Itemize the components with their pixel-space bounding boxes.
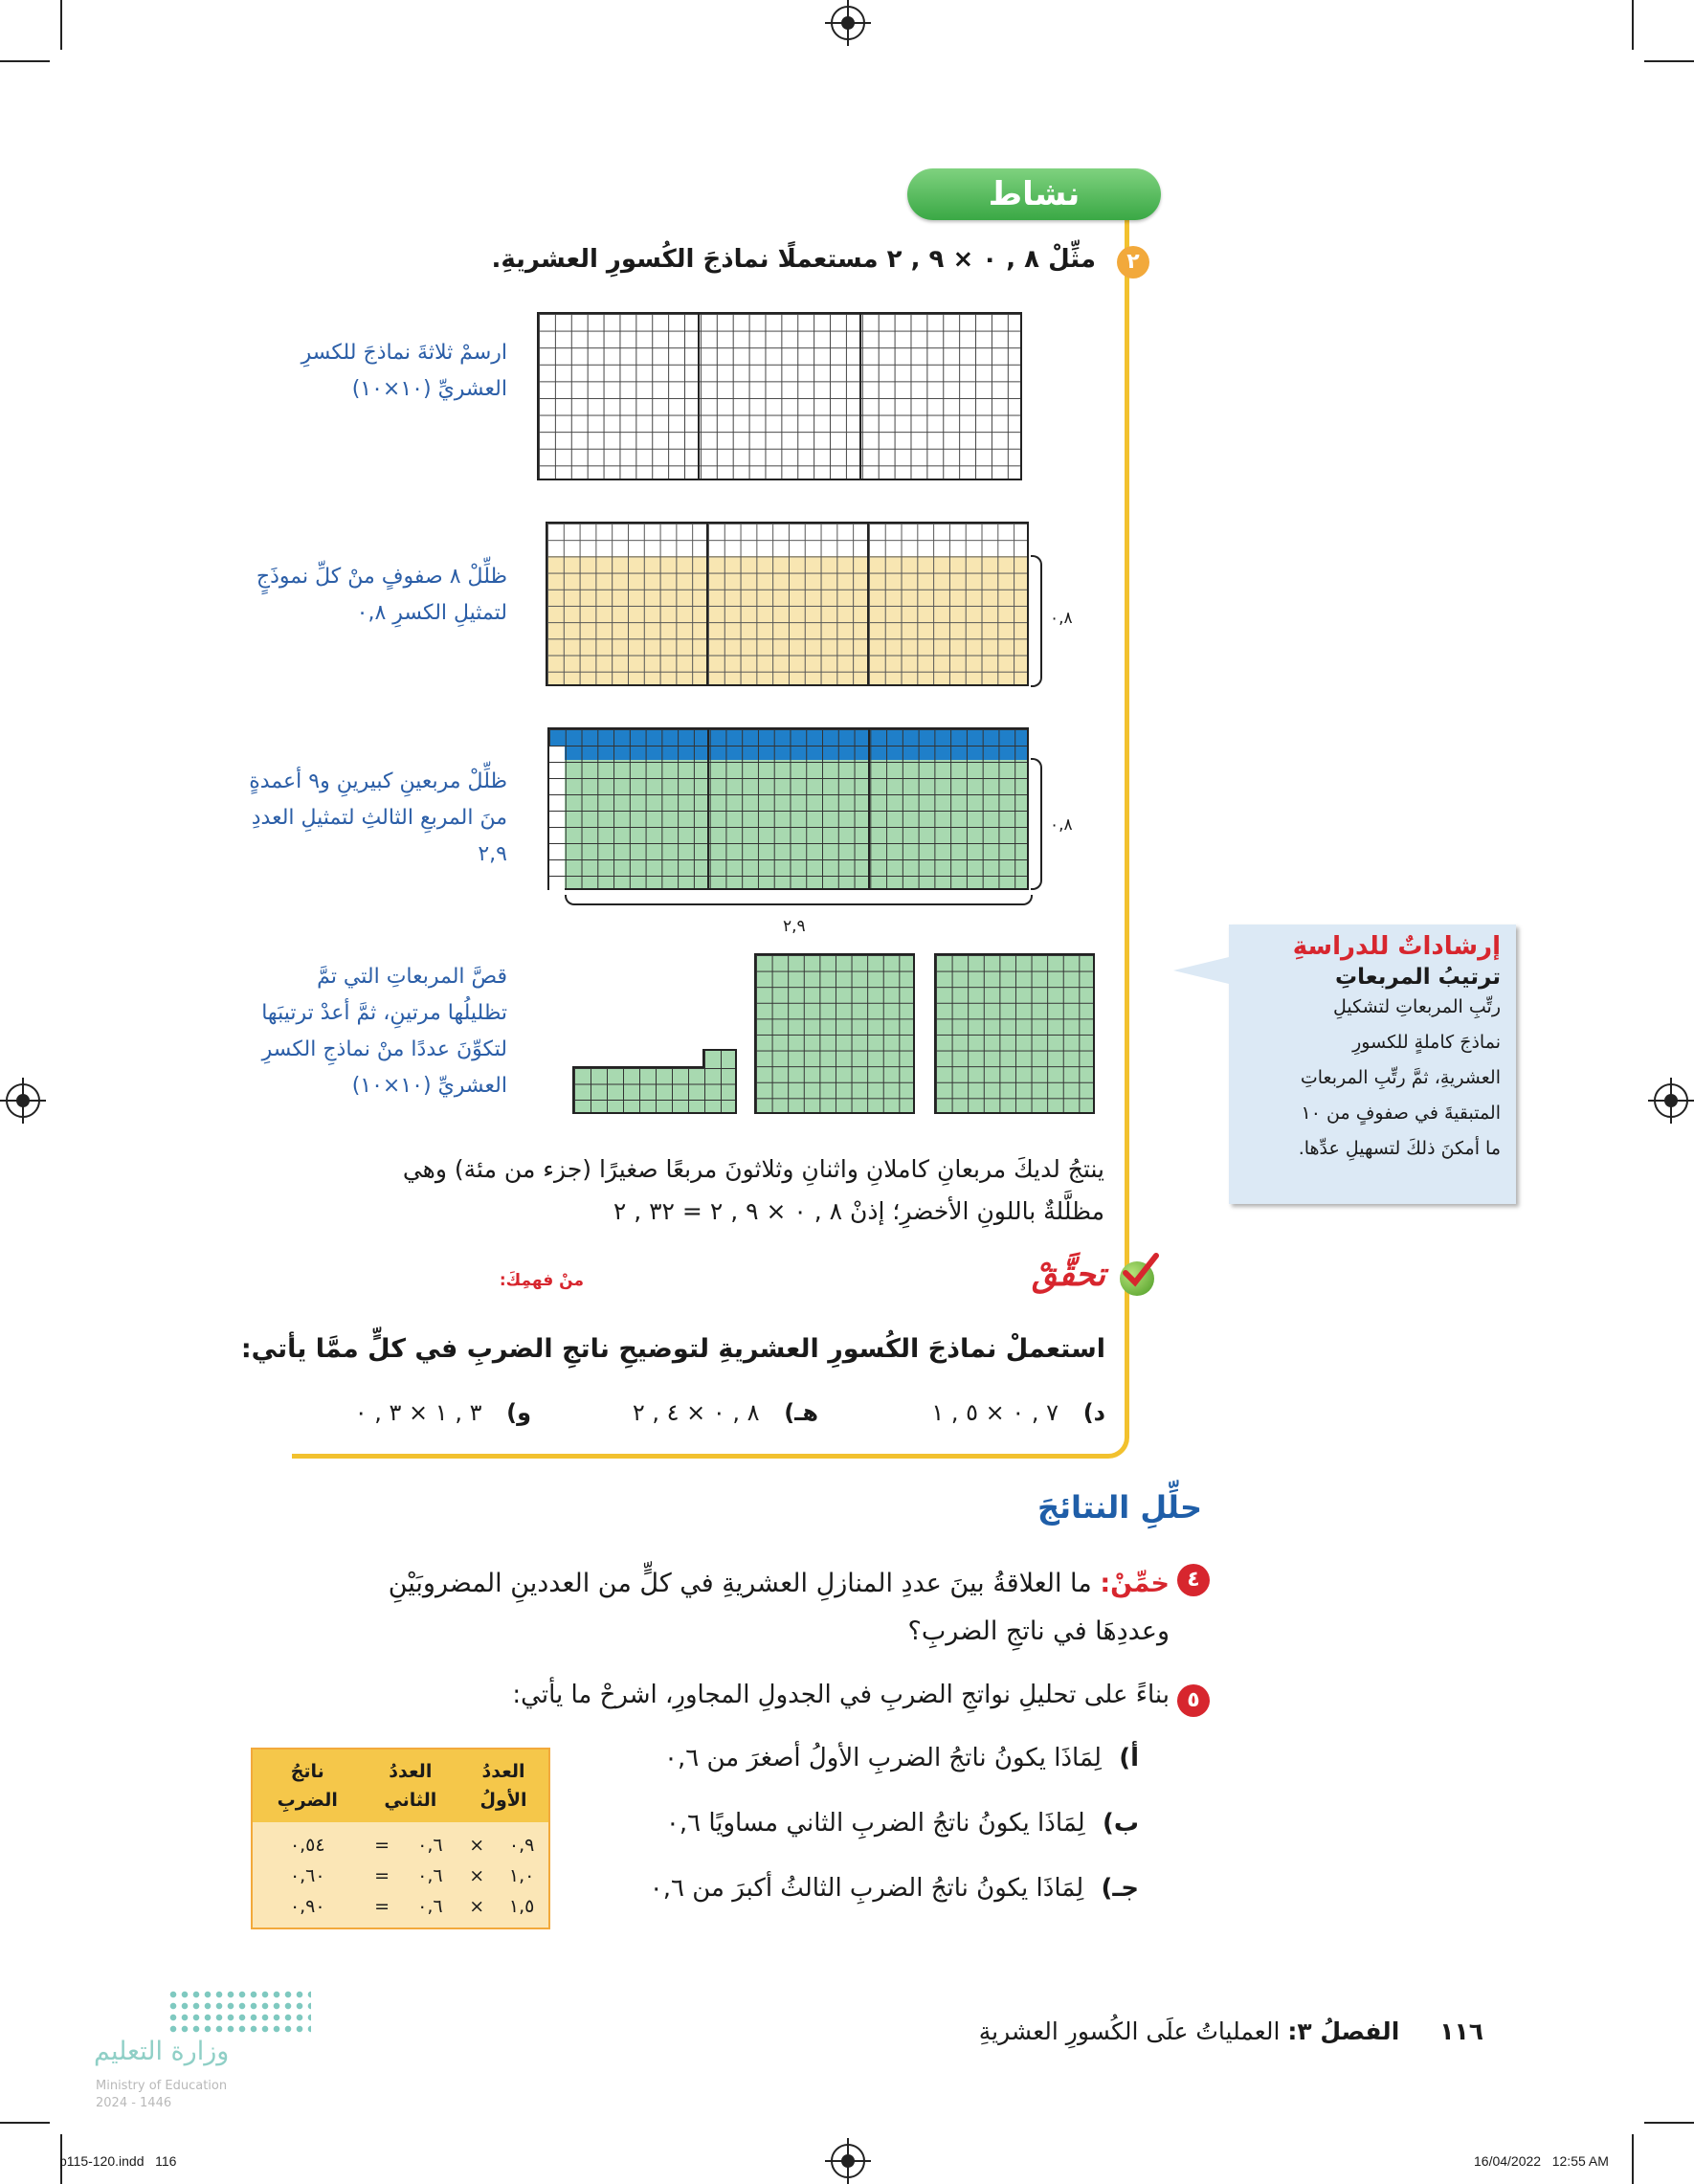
instruction-shade-rows	[256, 559, 507, 632]
crop-mark	[1644, 2122, 1694, 2124]
products-table	[251, 1748, 550, 1929]
unshaded-strip	[549, 746, 565, 890]
table-cell: ×	[458, 1822, 495, 1861]
instruction-line: لتكوِّنَ عددًا منْ نماذجِ الكسرِ	[261, 1037, 507, 1061]
instruction-cut-squares	[261, 959, 507, 1104]
table-cell: =	[363, 1891, 402, 1928]
table-cell: ×	[458, 1861, 495, 1891]
sidebar-pointer	[1173, 957, 1229, 984]
instruction-line: ظلِّلْ ٨ صفوفٍ منْ كلِّ نموذَجٍ	[256, 565, 507, 589]
ministry-name-ar: وزارة التعليم	[94, 2037, 230, 2066]
table-cell: =	[363, 1822, 402, 1861]
leftover-hundredths-extra	[702, 1049, 737, 1068]
sidebar-title: إرشاداتٌ للدراسةِ	[1292, 932, 1501, 961]
result-line-1: ينتجُ لديكَ مربعانِ كاملانِ واثنانِ وثلاثونَ مربعًا صغيرًا (جزء من مئة) وهي	[402, 1155, 1104, 1183]
table-cell: =	[363, 1861, 402, 1891]
ministry-year: 2024 - 1446	[96, 2096, 172, 2110]
table-cell: ٠,٦	[402, 1891, 458, 1928]
instruction-line: العشريِّ (١٠×١٠)	[351, 377, 507, 401]
question-5-item-a	[664, 1744, 1139, 1772]
result-paragraph	[403, 1148, 1104, 1233]
table-cell: ١,٠	[495, 1861, 549, 1891]
item-expression: ٨ , ٠ × ٤ , ٢	[632, 1399, 760, 1426]
registration-mark-icon	[831, 2144, 865, 2178]
instruction-line: ظلِّلْ مربعينِ كبيرينِ و٩ أعمدةٍ	[249, 769, 507, 793]
crop-mark	[0, 2122, 50, 2124]
item-letter: هـ)	[784, 1399, 818, 1426]
chapter-label: الفصلُ ٣:	[1287, 2017, 1400, 2045]
check-title: تحقَّقْ	[1032, 1256, 1105, 1294]
crop-mark	[60, 0, 62, 50]
brace-label-29: ٢,٩	[783, 917, 806, 936]
table-cell: ٠,٥٤	[252, 1822, 363, 1861]
check-item-h	[633, 1399, 818, 1426]
registration-mark-icon	[831, 6, 865, 40]
activity-tab	[907, 168, 1161, 220]
table-cell: ٠,٦٠	[252, 1861, 363, 1891]
item-text: لِمَاذَا يكونُ ناتجُ الضربِ الثاني مساويًا ٠,٦	[665, 1809, 1085, 1838]
registration-mark-icon	[6, 1083, 40, 1118]
ministry-name-en: Ministry of Education	[96, 2079, 228, 2093]
decimal-model-grid-29	[547, 727, 1029, 890]
table-row	[252, 1861, 549, 1891]
instruction-line: منَ المربعِ الثالثِ لتمثيلِ العددِ	[251, 806, 507, 830]
table-cell: ١,٥	[495, 1891, 549, 1928]
item-letter: و)	[506, 1399, 531, 1426]
table-cell: ×	[458, 1891, 495, 1928]
header-product: ناتجُ الضربِ	[252, 1749, 363, 1822]
leftover-hundredths-rows	[572, 1066, 737, 1114]
table-cell: ٠,٩٠	[252, 1891, 363, 1928]
item-letter: د)	[1082, 1399, 1105, 1426]
step-2-text: مثِّلْ ٨ , ٠ × ٩ , ٢ مستعملًا نماذجَ الكُسورِ العشريةِ.	[491, 245, 1096, 274]
chapter-title: العملياتُ علَى الكُسورِ العشريةِ	[978, 2017, 1281, 2045]
instruction-line: ٢,٩	[478, 842, 507, 866]
brace-08-right	[1031, 758, 1042, 890]
footer-chapter	[979, 2017, 1483, 2045]
grid-divider	[859, 312, 861, 480]
rearranged-square	[934, 953, 1095, 1114]
item-letter: أ)	[1119, 1744, 1139, 1772]
brace-label-08: ٠,٨	[1050, 815, 1073, 835]
instruction-draw-models	[301, 335, 507, 408]
check-prompt: استعملْ نماذجَ الكُسورِ العشريةِ لتوضيحِ ناتجِ الضربِ في كلٍّ ممَّا يأتي:	[240, 1334, 1105, 1364]
sidebar-line: نماذجَ كاملةٍ للكسورِ	[1352, 1032, 1501, 1053]
decimal-model-grid-empty	[537, 312, 1022, 480]
table-cell: ٠,٦	[402, 1861, 458, 1891]
study-tips-sidebar	[1229, 925, 1516, 1204]
table-row	[252, 1822, 549, 1861]
brace-label-08: ٠,٨	[1050, 609, 1073, 628]
header-second-number: العددُ الثاني	[363, 1749, 459, 1822]
grid-lines	[549, 729, 1027, 888]
grid-divider	[706, 522, 708, 686]
check-mark-icon	[1120, 1261, 1154, 1296]
grid-divider	[707, 727, 709, 890]
page-number: ١١٦	[1439, 2017, 1483, 2045]
activity-title: نشاط	[988, 175, 1081, 213]
question-5-badge: ٥	[1177, 1684, 1210, 1717]
crop-mark	[0, 60, 50, 62]
check-item-d	[931, 1399, 1105, 1426]
question-4-badge: ٤	[1177, 1564, 1210, 1596]
slug-left: p115-120.indd 116	[59, 2153, 177, 2169]
question-4-line-1: ما العلاقةُ بينَ عددِ المنازلِ العشريةِ في كلٍّ من العددينِ المضروبَيْنِ	[388, 1569, 1092, 1598]
question-4-text	[389, 1560, 1170, 1656]
item-expression: ٣ , ١ × ٣ , ٠	[354, 1399, 482, 1426]
analyze-title: حلِّلِ النتائجَ	[1036, 1489, 1202, 1526]
registration-mark-icon	[1654, 1083, 1688, 1118]
brace-29-bottom	[565, 895, 1033, 905]
ministry-logo	[167, 1989, 311, 2037]
instruction-line: لتمثيلِ الكسرِ ٠,٨	[356, 601, 507, 625]
result-line-2: مظلَّلةٌ باللونِ الأخضرِ؛ إذنْ ٨ , ٠ × ٩ , ٢ = ٣٢ , ٢	[613, 1197, 1104, 1225]
grid-divider	[868, 727, 870, 890]
table-row	[252, 1891, 549, 1928]
instruction-line: العشريِّ (١٠×١٠)	[351, 1074, 507, 1098]
question-5-item-c	[650, 1874, 1139, 1903]
instruction-shade-squares	[249, 764, 507, 873]
item-text: لِمَاذَا يكونُ ناتجُ الضربِ الأولُ أصغرَ من ٠,٦	[663, 1744, 1102, 1772]
table-cell: ٠,٦	[402, 1822, 458, 1861]
slug-right: 16/04/2022 12:55 AM	[1474, 2153, 1609, 2169]
check-item-w	[355, 1399, 531, 1426]
sidebar-line: المتبقيةَ في صفوفٍ من ١٠	[1301, 1103, 1501, 1124]
item-letter: جـ)	[1101, 1874, 1139, 1903]
grid-divider	[698, 312, 700, 480]
sidebar-line: رتِّبِ المربعاتِ لتشكيلِ	[1333, 996, 1501, 1017]
header-first-number: العددُ الأولُ	[458, 1749, 549, 1822]
brace-08-top	[1031, 555, 1042, 687]
question-4-line-2: وعددِهَا في ناتجِ الضربِ؟	[907, 1616, 1170, 1646]
crop-mark	[1632, 0, 1634, 50]
decimal-model-grid-08	[546, 522, 1029, 686]
rearranged-square	[754, 953, 915, 1114]
instruction-line: تظليلُها مرتينِ، ثمَّ أعدْ ترتيبَها	[261, 1001, 507, 1025]
grid-divider	[867, 522, 869, 686]
item-letter: ب)	[1102, 1809, 1139, 1838]
sidebar-line: ما أمكنَ ذلكَ لتسهيلِ عدِّها.	[1298, 1138, 1501, 1159]
sidebar-subtitle: ترتيبُ المربعاتِ	[1335, 965, 1501, 990]
question-4-label: خمِّنْ:	[1100, 1569, 1170, 1598]
crop-mark	[1644, 60, 1694, 62]
question-5-text: بناءً على تحليلِ نواتجِ الضربِ في الجدولِ المجاورِ، اشرحْ ما يأتي:	[512, 1681, 1170, 1709]
step-2-badge: ٢	[1117, 246, 1149, 279]
item-text: لِمَاذَا يكونُ ناتجُ الضربِ الثالثُ أكبرَ من ٠,٦	[649, 1874, 1084, 1903]
question-5-item-b	[666, 1809, 1139, 1838]
crop-mark	[1632, 2134, 1634, 2184]
instruction-line: قصَّ المربعاتِ التي تمَّ	[317, 965, 507, 989]
check-subtitle: منْ فهمِكَ:	[499, 1271, 584, 1290]
sidebar-line: العشريةِ، ثمَّ رتِّبِ المربعاتِ	[1300, 1067, 1501, 1088]
table-cell: ٠,٩	[495, 1822, 549, 1861]
instruction-line: ارسمْ ثلاثةَ نماذجَ للكسرِ	[301, 341, 507, 365]
item-expression: ٧ , ٠ × ٥ , ١	[931, 1399, 1059, 1426]
grid-lines	[547, 524, 1027, 684]
